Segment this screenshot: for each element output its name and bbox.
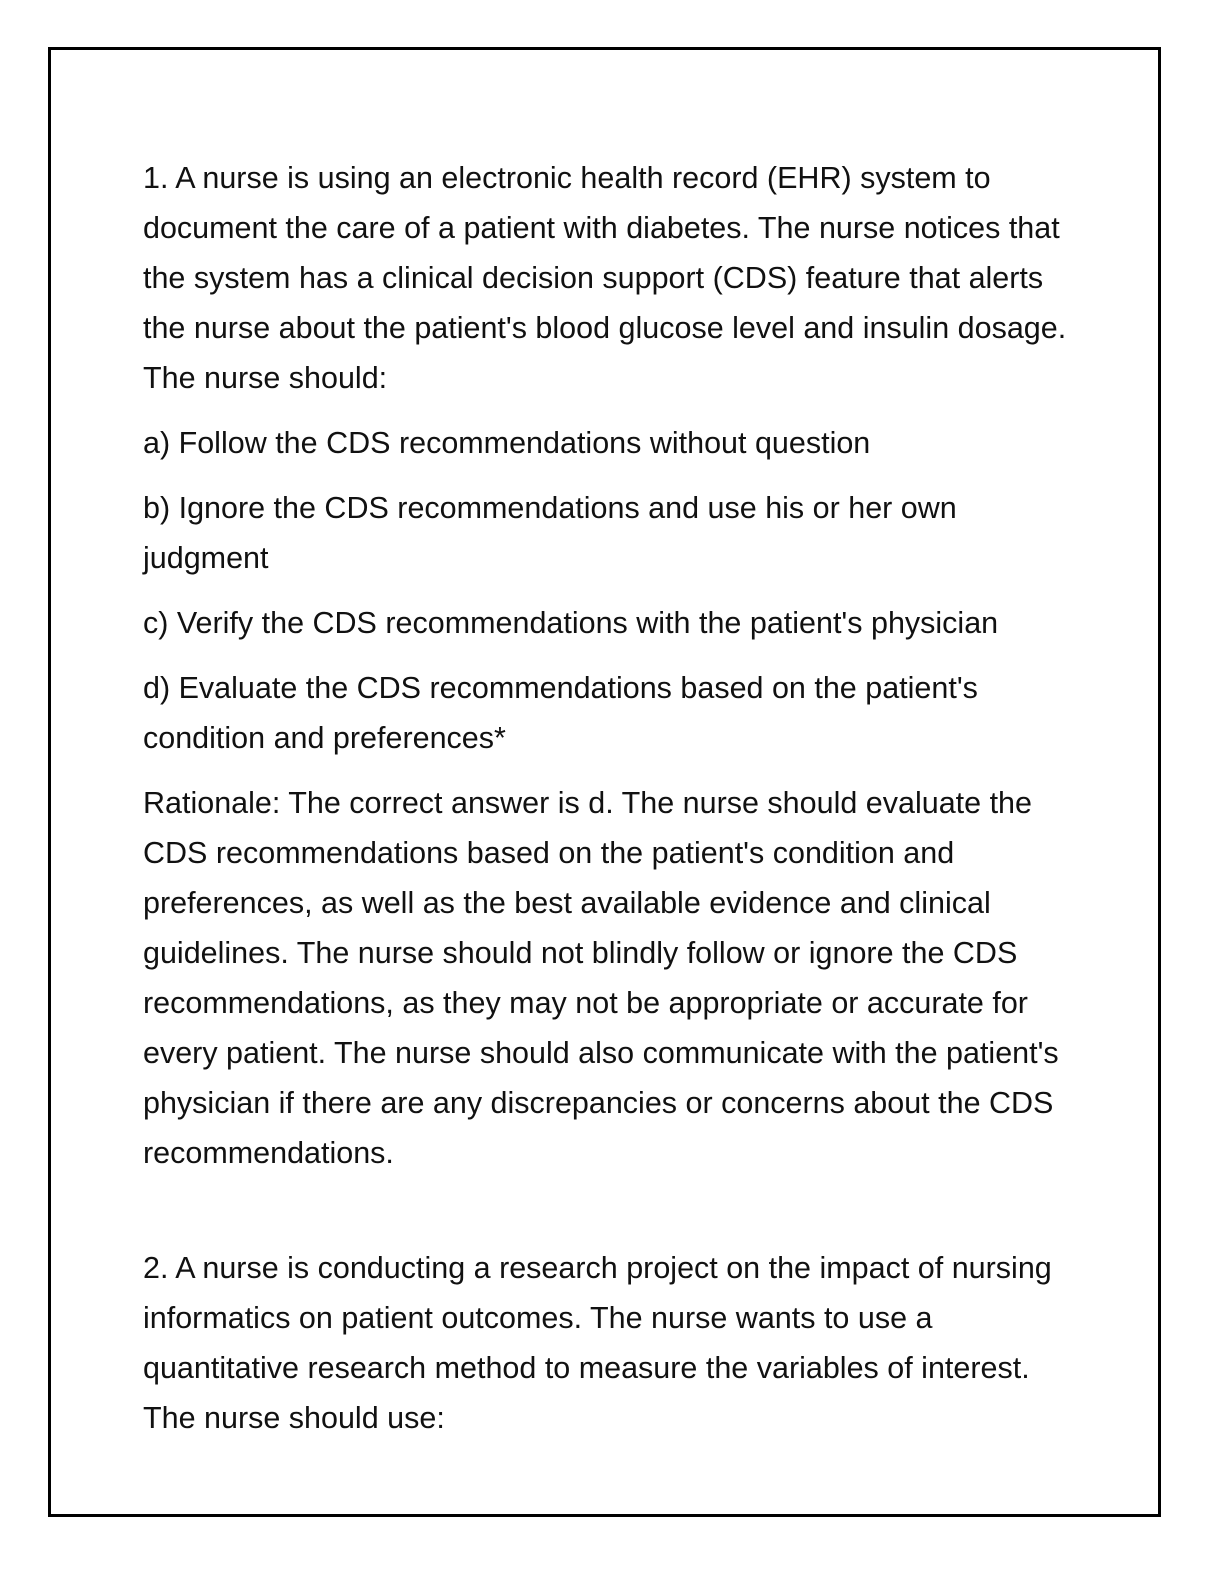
question-1-stem: 1. A nurse is using an electronic health record (EHR) system to document the care of a patient with diabetes. The nurse notices that the system has a clinical decision support (CDS) feature that alerts the nurse about the patient's blood glucose level and insulin dosage. The nurse should:	[143, 161, 1067, 395]
question-2-stem: 2. A nurse is conducting a research project on the impact of nursing informatics on patient outcomes. The nurse wants to use a quantitative research method to measure the variables of interest. The nurse should use:	[143, 1251, 1052, 1435]
section-spacer	[143, 1193, 1083, 1243]
question-1-option-c: c) Verify the CDS recommendations with the patient's physician	[143, 606, 999, 640]
question-1-option-b: b) Ignore the CDS recommendations and use his or her own judgment	[143, 491, 957, 575]
question-1-rationale: Rationale: The correct answer is d. The nurse should evaluate the CDS recommendations based on the patient's condition and preferences, as well as the best available evidence and clinical guidelines. The nurse should not blindly follow or ignore the CDS recommendations, as they may not be appropriate or accurate for every patient. The nurse should also communicate with the patient's physician if there are any discrepancies or concerns about the CDS recommendations.	[143, 786, 1059, 1170]
question-1-option-a: a) Follow the CDS recommendations without question	[143, 426, 871, 460]
question-1-option-d: d) Evaluate the CDS recommendations based on the patient's condition and preferences*	[143, 671, 978, 755]
document-body	[143, 153, 1083, 1458]
